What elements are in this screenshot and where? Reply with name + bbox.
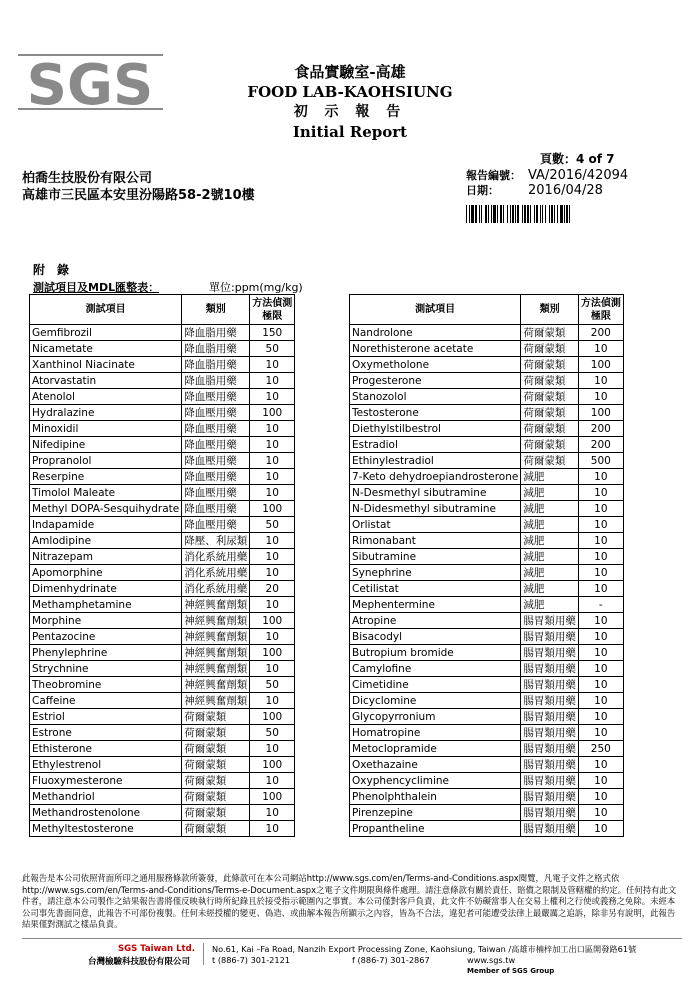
- test-item: Apomorphine: [30, 565, 182, 581]
- table-row: [30, 405, 295, 421]
- category: 減肥: [521, 517, 579, 533]
- category: 腸胃類用藥: [521, 629, 579, 645]
- table-row: [30, 565, 295, 581]
- category: 降血脂用藥: [182, 357, 250, 373]
- category: 神經興奮劑類: [182, 645, 250, 661]
- mdl-value: 10: [578, 485, 623, 501]
- test-item: Methandrostenolone: [30, 805, 182, 821]
- category: 降血脂用藥: [182, 373, 250, 389]
- mdl-value: 100: [250, 789, 295, 805]
- mdl-value: 10: [578, 373, 623, 389]
- table-row: [30, 773, 295, 789]
- company-name-en: SGS Taiwan Ltd.: [118, 944, 195, 954]
- test-item: Reserpine: [30, 469, 182, 485]
- test-item: Indapamide: [30, 517, 182, 533]
- table-row: [30, 325, 295, 341]
- category: 降血壓用藥: [182, 469, 250, 485]
- test-item: Nitrazepam: [30, 549, 182, 565]
- category: 腸胃類用藥: [521, 725, 579, 741]
- test-item: Nicametate: [30, 341, 182, 357]
- mdl-value: 10: [250, 549, 295, 565]
- category: 消化系統用藥: [182, 549, 250, 565]
- mdl-table-left: [29, 294, 295, 837]
- mdl-value: 10: [250, 821, 295, 837]
- category: 神經興奮劑類: [182, 613, 250, 629]
- test-item: Phenylephrine: [30, 645, 182, 661]
- category: 神經興奮劑類: [182, 661, 250, 677]
- table-row: [30, 437, 295, 453]
- table-row: [350, 373, 624, 389]
- table-row: [30, 549, 295, 565]
- mdl-value: 100: [250, 757, 295, 773]
- appendix-title: 附 錄: [33, 263, 70, 277]
- test-item: Ethinylestradiol: [350, 453, 521, 469]
- table-row: [30, 693, 295, 709]
- mdl-value: 10: [578, 709, 623, 725]
- test-item: Propantheline: [350, 821, 521, 837]
- test-item: Dicyclomine: [350, 693, 521, 709]
- test-item: Nifedipine: [30, 437, 182, 453]
- mdl-value: 10: [578, 549, 623, 565]
- test-item: Strychnine: [30, 661, 182, 677]
- category: 腸胃類用藥: [521, 645, 579, 661]
- mdl-value: 20: [250, 581, 295, 597]
- header-mdl: 方法偵測 極限: [578, 295, 623, 325]
- sgs-logo-text: SGS: [26, 53, 154, 118]
- table-row: [30, 789, 295, 805]
- test-item: Butropium bromide: [350, 645, 521, 661]
- mdl-value: 10: [578, 725, 623, 741]
- mdl-value: 10: [250, 389, 295, 405]
- table-row: [350, 453, 624, 469]
- test-item: Methamphetamine: [30, 597, 182, 613]
- category: 腸胃類用藥: [521, 661, 579, 677]
- table-row: [350, 405, 624, 421]
- mdl-value: 500: [578, 453, 623, 469]
- category: 荷爾蒙類: [521, 389, 579, 405]
- test-item: Rimonabant: [350, 533, 521, 549]
- mdl-table-right: [349, 294, 624, 837]
- table-row: [30, 661, 295, 677]
- table-row: [30, 757, 295, 773]
- table-row: [350, 805, 624, 821]
- test-item: Propranolol: [30, 453, 182, 469]
- mdl-value: 10: [250, 453, 295, 469]
- mdl-value: 10: [578, 517, 623, 533]
- mdl-value: 10: [578, 693, 623, 709]
- test-item: Methandriol: [30, 789, 182, 805]
- test-item: Pentazocine: [30, 629, 182, 645]
- test-item: Ethisterone: [30, 741, 182, 757]
- category: 減肥: [521, 565, 579, 581]
- mdl-value: 10: [578, 645, 623, 661]
- mdl-value: 10: [250, 421, 295, 437]
- test-item: Atenolol: [30, 389, 182, 405]
- barcode-icon: [466, 205, 676, 223]
- category: 降血壓用藥: [182, 501, 250, 517]
- table-row: [30, 469, 295, 485]
- table-row: [350, 677, 624, 693]
- category: 減肥: [521, 581, 579, 597]
- lab-header: [230, 62, 470, 142]
- test-item: Ethylestrenol: [30, 757, 182, 773]
- table-row: [350, 533, 624, 549]
- mdl-value: 200: [578, 437, 623, 453]
- category: 降血壓用藥: [182, 517, 250, 533]
- category: 荷爾蒙類: [182, 725, 250, 741]
- category: 神經興奮劑類: [182, 677, 250, 693]
- category: 減肥: [521, 597, 579, 613]
- table-row: [350, 645, 624, 661]
- mdl-value: 200: [578, 421, 623, 437]
- mdl-value: 10: [578, 613, 623, 629]
- test-item: Norethisterone acetate: [350, 341, 521, 357]
- mdl-value: 100: [250, 501, 295, 517]
- table-row: [350, 629, 624, 645]
- table-row: [30, 821, 295, 837]
- mdl-value: 10: [250, 805, 295, 821]
- category: 腸胃類用藥: [521, 773, 579, 789]
- mdl-value: -: [578, 597, 623, 613]
- test-item: Oxethazaine: [350, 757, 521, 773]
- mdl-value: 150: [250, 325, 295, 341]
- category: 荷爾蒙類: [182, 757, 250, 773]
- category: 荷爾蒙類: [182, 789, 250, 805]
- report-date-label: 日期：: [466, 184, 499, 197]
- table-row: [30, 501, 295, 517]
- category: 減肥: [521, 485, 579, 501]
- member-text: Member of SGS Group: [467, 967, 555, 975]
- category: 荷爾蒙類: [182, 741, 250, 757]
- table-row: [30, 357, 295, 373]
- mdl-value: 10: [250, 357, 295, 373]
- category: 腸胃類用藥: [521, 805, 579, 821]
- client-name: 柏喬生技股份有限公司: [22, 171, 153, 186]
- category: 荷爾蒙類: [521, 325, 579, 341]
- company-address: No.61, Kai –Fa Road, Nanzih Export Processing Zone, Kaohsiung, Taiwan /高雄市楠梓加工出口區開發路61號: [212, 944, 637, 954]
- mdl-value: 10: [250, 661, 295, 677]
- test-item: Estrone: [30, 725, 182, 741]
- category: 荷爾蒙類: [521, 341, 579, 357]
- table-row: [30, 613, 295, 629]
- report-date-value: 2016/04/28: [528, 183, 603, 198]
- table-row: [30, 421, 295, 437]
- category: 降血壓用藥: [182, 421, 250, 437]
- mdl-value: 10: [250, 741, 295, 757]
- table-row: [350, 821, 624, 837]
- table-row: [30, 373, 295, 389]
- test-item: Methyl DOPA-Sesquihydrate: [30, 501, 182, 517]
- test-item: Progesterone: [350, 373, 521, 389]
- category: 神經興奮劑類: [182, 693, 250, 709]
- table-row: [350, 693, 624, 709]
- table-row: [350, 485, 624, 501]
- report-no-value: VA/2016/42094: [528, 168, 629, 183]
- header-item: 測試項目: [30, 295, 182, 325]
- test-item: Stanozolol: [350, 389, 521, 405]
- category: 減肥: [521, 469, 579, 485]
- company-website[interactable]: www.sgs.tw: [467, 955, 516, 965]
- test-item: Timolol Maleate: [30, 485, 182, 501]
- category: 腸胃類用藥: [521, 757, 579, 773]
- table-row: [350, 501, 624, 517]
- mdl-value: 10: [578, 389, 623, 405]
- table-row: [30, 629, 295, 645]
- sgs-logo: [18, 46, 163, 118]
- test-item: Metoclopramide: [350, 741, 521, 757]
- test-item: Glycopyrronium: [350, 709, 521, 725]
- report-meta: [466, 168, 628, 198]
- table-row: [30, 709, 295, 725]
- category: 荷爾蒙類: [182, 821, 250, 837]
- test-item: Estriol: [30, 709, 182, 725]
- mdl-value: 10: [250, 533, 295, 549]
- test-item: Bisacodyl: [350, 629, 521, 645]
- test-item: 7-Keto dehydroepiandrosterone: [350, 469, 521, 485]
- category: 減肥: [521, 533, 579, 549]
- mdl-value: 10: [578, 469, 623, 485]
- header-category: 類別: [182, 295, 250, 325]
- category: 降血壓用藥: [182, 389, 250, 405]
- test-item: Diethylstilbestrol: [350, 421, 521, 437]
- mdl-value: 10: [578, 677, 623, 693]
- test-item: Amlodipine: [30, 533, 182, 549]
- table-row: [30, 645, 295, 661]
- test-item: Methyltestosterone: [30, 821, 182, 837]
- table-row: [350, 661, 624, 677]
- category: 腸胃類用藥: [521, 821, 579, 837]
- table-row: [350, 421, 624, 437]
- test-item: Phenolphthalein: [350, 789, 521, 805]
- mdl-value: 10: [250, 597, 295, 613]
- table-row: [350, 581, 624, 597]
- test-item: Atorvastatin: [30, 373, 182, 389]
- test-item: Gemfibrozil: [30, 325, 182, 341]
- table-row: [350, 597, 624, 613]
- category: 荷爾蒙類: [521, 405, 579, 421]
- table-row: [350, 741, 624, 757]
- test-item: Cetilistat: [350, 581, 521, 597]
- mdl-value: 10: [578, 661, 623, 677]
- table-row: [350, 613, 624, 629]
- mdl-value: 100: [250, 645, 295, 661]
- category: 減肥: [521, 549, 579, 565]
- table-row: [350, 725, 624, 741]
- category: 消化系統用藥: [182, 565, 250, 581]
- test-item: Xanthinol Niacinate: [30, 357, 182, 373]
- mdl-value: 10: [578, 821, 623, 837]
- table-row: [30, 453, 295, 469]
- category: 荷爾蒙類: [521, 373, 579, 389]
- table-row: [350, 757, 624, 773]
- test-item: Sibutramine: [350, 549, 521, 565]
- mdl-value: 10: [250, 565, 295, 581]
- report-type-zh: 初 示 報 告: [293, 104, 407, 120]
- test-item: Oxymetholone: [350, 357, 521, 373]
- test-item: Dimenhydrinate: [30, 581, 182, 597]
- table-row: [30, 805, 295, 821]
- mdl-value: 50: [250, 725, 295, 741]
- category: 降血脂用藥: [182, 341, 250, 357]
- mdl-value: 100: [250, 405, 295, 421]
- report-type-en: Initial Report: [292, 123, 408, 141]
- table-row: [350, 709, 624, 725]
- table-row: [30, 517, 295, 533]
- test-item: Homatropine: [350, 725, 521, 741]
- page-number: 頁數：4 of 7: [540, 152, 615, 166]
- table-row: [350, 341, 624, 357]
- company-tel: t (886-7) 301-2121: [212, 955, 291, 965]
- table-row: [30, 741, 295, 757]
- table-row: [350, 389, 624, 405]
- test-item: Pirenzepine: [350, 805, 521, 821]
- category: 荷爾蒙類: [182, 709, 250, 725]
- category: 腸胃類用藥: [521, 677, 579, 693]
- mdl-value: 100: [578, 405, 623, 421]
- footer-divider: [22, 938, 682, 939]
- test-item: Synephrine: [350, 565, 521, 581]
- mdl-value: 10: [578, 533, 623, 549]
- category: 腸胃類用藥: [521, 709, 579, 725]
- category: 腸胃類用藥: [521, 741, 579, 757]
- mdl-value: 10: [578, 789, 623, 805]
- mdl-value: 10: [250, 373, 295, 389]
- test-item: Camylofine: [350, 661, 521, 677]
- table-row: [350, 437, 624, 453]
- footer-separator: [203, 943, 204, 965]
- table-row: [30, 485, 295, 501]
- mdl-value: 10: [250, 693, 295, 709]
- test-item: Theobromine: [30, 677, 182, 693]
- header-item: 測試項目: [350, 295, 521, 325]
- category: 腸胃類用藥: [521, 789, 579, 805]
- mdl-value: 50: [250, 677, 295, 693]
- category: 降血壓用藥: [182, 437, 250, 453]
- table-row: [350, 789, 624, 805]
- test-item: Nandrolone: [350, 325, 521, 341]
- test-item: Minoxidil: [30, 421, 182, 437]
- category: 荷爾蒙類: [521, 453, 579, 469]
- category: 降血壓用藥: [182, 453, 250, 469]
- unit-label: 單位:ppm(mg/kg): [209, 281, 303, 294]
- mdl-value: 10: [578, 501, 623, 517]
- disclaimer-text: 此報告是本公司依照背面所印之通用服務條款所簽發，此條款可在本公司網站http://www.sgs.com/en/Terms-and-Conditions.aspx閱覽，凡電子文件之格式依http://www.sgs.com/en/Terms-and-Conditions/Terms-e-Document.aspx之電子文件期限與條件處理。請注意條款有關於責任、賠償之限制及管轄權的約定。任何持有此文件者，請注意本公司製作之結果報告書將僅反映執行時所紀錄且於接受指示範圍內之事實。本公司僅對客戶負責，此文件不妨礙當事人在交易上權利之行使或義務之免除。未經本公司事先書面同意，此報告不可部份複製。任何未經授權的變更、偽造、或曲解本報告所顯示之內容，皆為不合法，違犯者可能遭受法律上最嚴厲之追訴，除非另有說明，此報告結果僅對測試之樣品負責。: [22, 873, 677, 929]
- lab-name-zh: 食品實驗室-高雄: [294, 63, 406, 81]
- report-no-label: 報告編號：: [466, 169, 521, 182]
- company-name-zh: 台灣檢驗科技股份有限公司: [88, 957, 191, 967]
- test-item: Caffeine: [30, 693, 182, 709]
- mdl-value: 10: [578, 341, 623, 357]
- header-category: 類別: [521, 295, 579, 325]
- mdl-value: 50: [250, 517, 295, 533]
- table-row: [30, 533, 295, 549]
- test-item: Fluoxymesterone: [30, 773, 182, 789]
- test-item: Orlistat: [350, 517, 521, 533]
- table-row: [30, 581, 295, 597]
- mdl-value: 50: [250, 341, 295, 357]
- mdl-value: 100: [250, 709, 295, 725]
- category: 神經興奮劑類: [182, 597, 250, 613]
- mdl-value: 10: [578, 773, 623, 789]
- category: 減肥: [521, 501, 579, 517]
- category: 荷爾蒙類: [521, 421, 579, 437]
- mdl-value: 10: [578, 629, 623, 645]
- category: 降壓、利尿類: [182, 533, 250, 549]
- category: 神經興奮劑類: [182, 629, 250, 645]
- mdl-value: 100: [250, 613, 295, 629]
- mdl-value: 10: [250, 773, 295, 789]
- test-item: Mephentermine: [350, 597, 521, 613]
- mdl-value: 10: [250, 469, 295, 485]
- table-row: [350, 565, 624, 581]
- mdl-value: 10: [250, 629, 295, 645]
- header-mdl: 方法偵測 極限: [250, 295, 295, 325]
- category: 荷爾蒙類: [521, 437, 579, 453]
- mdl-value: 10: [578, 757, 623, 773]
- table-row: [350, 773, 624, 789]
- test-item: Morphine: [30, 613, 182, 629]
- category: 消化系統用藥: [182, 581, 250, 597]
- client-address: 高雄市三民區本安里汾陽路58-2號10樓: [22, 188, 255, 203]
- table-row: [30, 341, 295, 357]
- table-row: [350, 357, 624, 373]
- mdl-value: 10: [578, 805, 623, 821]
- mdl-value: 100: [578, 357, 623, 373]
- test-item: Oxyphencyclimine: [350, 773, 521, 789]
- mdl-value: 10: [578, 581, 623, 597]
- category: 荷爾蒙類: [182, 805, 250, 821]
- mdl-value: 250: [578, 741, 623, 757]
- mdl-value: 10: [578, 565, 623, 581]
- client-info: [22, 170, 255, 204]
- test-item: Hydralazine: [30, 405, 182, 421]
- table-row: [30, 389, 295, 405]
- table-row: [350, 549, 624, 565]
- mdl-value: 200: [578, 325, 623, 341]
- appendix-subtitle: 測試項目及MDL匯整表：: [33, 281, 160, 294]
- company-fax: f (886-7) 301-2867: [352, 955, 430, 965]
- category: 降血壓用藥: [182, 405, 250, 421]
- table-row: [350, 469, 624, 485]
- lab-name-en: FOOD LAB-KAOHSIUNG: [247, 83, 453, 101]
- mdl-value: 10: [250, 485, 295, 501]
- table-row: [30, 725, 295, 741]
- test-item: Testosterone: [350, 405, 521, 421]
- category: 腸胃類用藥: [521, 693, 579, 709]
- test-item: N-Didesmethyl sibutramine: [350, 501, 521, 517]
- table-row: [350, 325, 624, 341]
- test-item: Cimetidine: [350, 677, 521, 693]
- table-row: [350, 517, 624, 533]
- category: 荷爾蒙類: [182, 773, 250, 789]
- category: 降血壓用藥: [182, 485, 250, 501]
- test-item: Atropine: [350, 613, 521, 629]
- mdl-value: 10: [250, 437, 295, 453]
- table-row: [30, 597, 295, 613]
- category: 降血脂用藥: [182, 325, 250, 341]
- table-row: [30, 677, 295, 693]
- test-item: N-Desmethyl sibutramine: [350, 485, 521, 501]
- category: 荷爾蒙類: [521, 357, 579, 373]
- category: 腸胃類用藥: [521, 613, 579, 629]
- test-item: Estradiol: [350, 437, 521, 453]
